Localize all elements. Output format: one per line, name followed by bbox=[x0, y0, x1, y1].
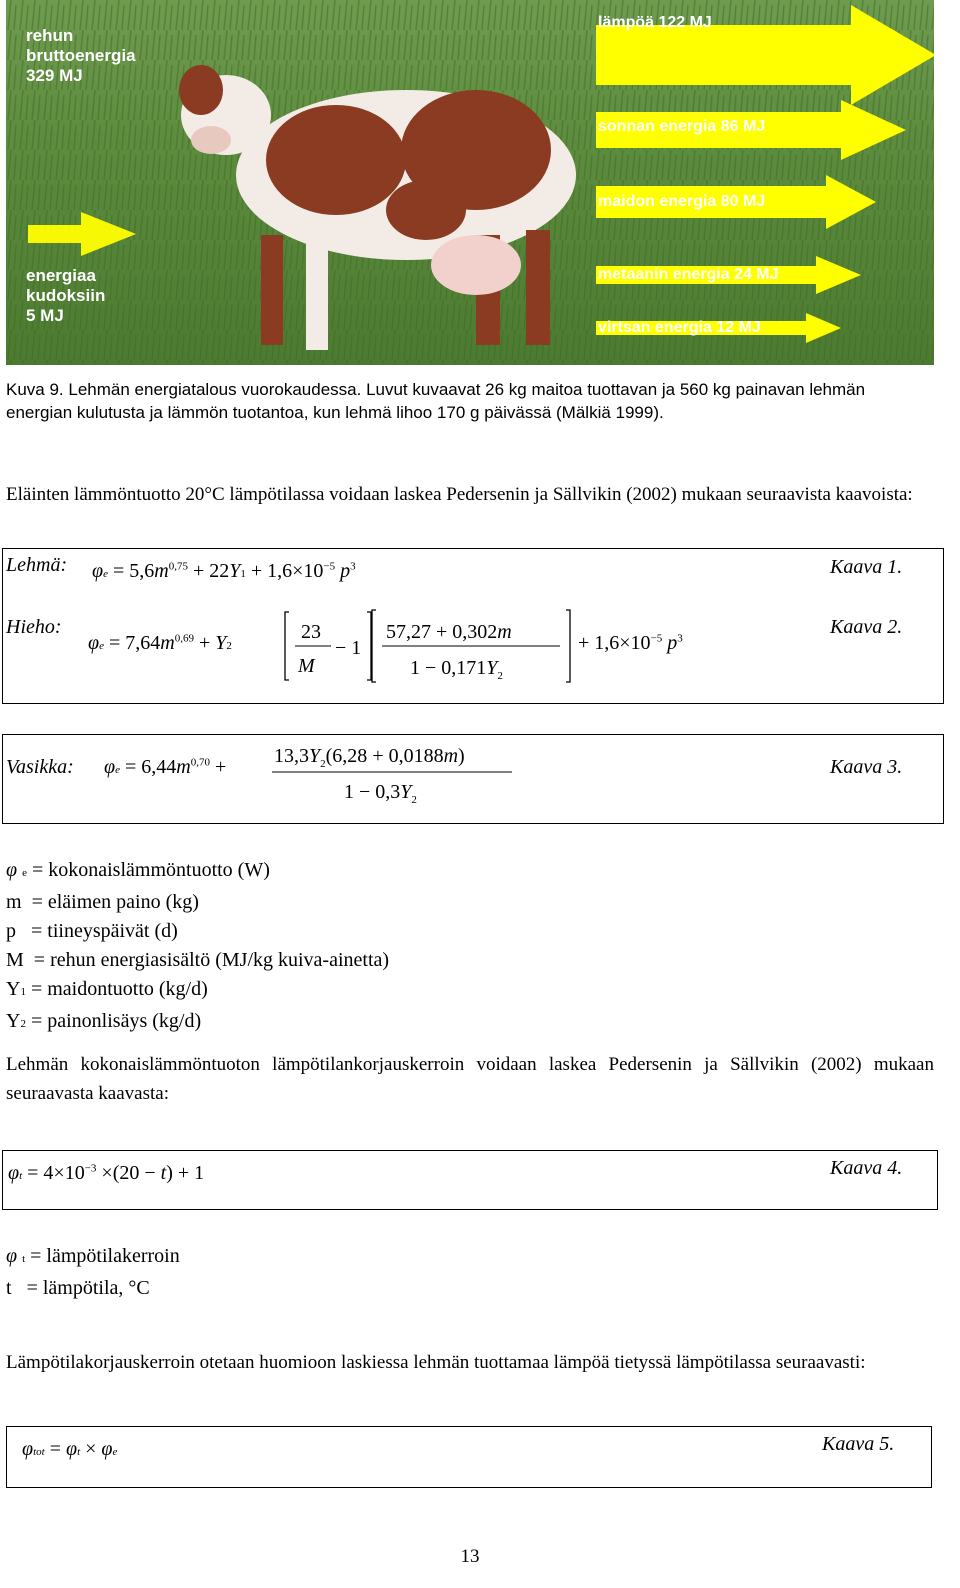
formula-4: $\varphi t = 4\times 10^{-3} \times(20 - t) + 1$ bbox=[8, 1162, 205, 1184]
formula-2-bracket-2 bbox=[370, 608, 575, 684]
formula-2-part2: + $1,6\times 10^{-5}$ $p^3$ bbox=[578, 632, 683, 654]
definition-m: m = eläimen paino (kg) bbox=[6, 891, 199, 913]
intro-paragraph: Eläinten lämmöntuotto 20°C lämpötilassa voidaan laskea Pedersenin ja Sällvikin (2002) mukaan seuraavista kaavoista: bbox=[6, 484, 913, 505]
svg-text:1 − 0,171Y2: $1 - 0,171Y_2$ bbox=[410, 657, 503, 682]
figure-caption: Kuva 9. Lehmän energiatalous vuorokaudessa. Luvut kuvaavat 26 kg maitoa tuottavan ja 560 kg painavan lehmän energian kulutusta ja lämmön tuotantoa, kun lehmä lihoo 170 g päivässä (Mälkiä 1999). bbox=[6, 380, 866, 422]
kaava-2-label: Kaava 2. bbox=[830, 616, 903, 638]
vasikka-label: Vasikka: bbox=[6, 756, 74, 778]
definition-t: t = lämpötila, °C bbox=[6, 1277, 150, 1299]
formula-1: $\varphi e = 5,6m^{0,75} + 22Y1 + 1,6\times 10^{-5}$ $p^3$ bbox=[92, 560, 356, 582]
tissue-energy-label: energiaa kudoksiin 5 MJ bbox=[26, 266, 106, 325]
correction-usage-paragraph: Lämpötilakorjauskerroin otetaan huomioon laskiessa lehmän tuottamaa lämpöä tietyssä lämpötilassa seuraavasti: bbox=[6, 1352, 866, 1373]
feed-energy-label: rehun bruttoenergia 329 MJ bbox=[26, 26, 136, 85]
urine-arrow-label: virtsan energia 12 MJ bbox=[598, 319, 761, 336]
formula-2-part1: $\varphi e = 7,64m^{0,69} + Y2$ bbox=[88, 632, 232, 654]
svg-text:57,27 + 0,302m: 57,27 + 0,302m bbox=[386, 621, 512, 643]
svg-text:M: M bbox=[298, 655, 315, 677]
formula-3-fraction bbox=[268, 736, 518, 808]
temperature-correction-paragraph: Lehmän kokonaislämmöntuoton lämpötilankorjauskerroin voidaan laskea Pedersenin ja Sällvikin (2002) mukaan seuraavasta kaavasta: bbox=[6, 1054, 934, 1104]
svg-text:− 1: − 1 bbox=[335, 637, 362, 659]
definition-phi-t: φ t = lämpötilakerroin bbox=[6, 1245, 180, 1267]
heat-arrow-label: lämpöä 122 MJ bbox=[598, 14, 712, 31]
milk-arrow-label: maidon energia 80 MJ bbox=[598, 193, 766, 210]
cow-energy-figure bbox=[6, 0, 934, 365]
formula-5: φtot = φt × φe bbox=[22, 1438, 118, 1460]
svg-text:13,3Y2(6,28 + 0,0188m): $13,3Y_2(6,28 + 0,0188m)$ bbox=[274, 745, 465, 770]
kaava-5-label: Kaava 5. bbox=[822, 1433, 895, 1455]
definition-p: p = tiineyspäivät (d) bbox=[6, 920, 178, 942]
kaava-1-label: Kaava 1. bbox=[830, 556, 903, 578]
methane-arrow-label: metaanin energia 24 MJ bbox=[598, 266, 779, 283]
kaava-4-label: Kaava 4. bbox=[830, 1157, 903, 1179]
definition-M: M = rehun energiasisältö (MJ/kg kuiva-ainetta) bbox=[6, 949, 390, 971]
definition-phi-e: φ e = kokonaislämmöntuotto (W) bbox=[6, 859, 270, 881]
lehma-label: Lehmä: bbox=[6, 554, 68, 576]
kaava-3-label: Kaava 3. bbox=[830, 756, 903, 778]
grass-background bbox=[6, 0, 934, 365]
hieho-label: Hieho: bbox=[6, 616, 62, 638]
definition-Y1: Y1 = maidontuotto (kg/d) bbox=[6, 978, 208, 1000]
manure-arrow-label: sonnan energia 86 MJ bbox=[598, 118, 766, 135]
definition-list-2 bbox=[6, 1242, 180, 1303]
formula-box-5 bbox=[6, 1426, 932, 1488]
definition-list bbox=[6, 856, 389, 1039]
formula-3-part1: $\varphi e = 6,44m^{0,70}$ + bbox=[104, 756, 227, 778]
formula-2-bracket-1 bbox=[283, 610, 373, 682]
definition-Y2: Y2 = painonlisäys (kg/d) bbox=[6, 1010, 202, 1032]
svg-text:23: 23 bbox=[301, 621, 321, 643]
page-number: 13 bbox=[460, 1546, 480, 1567]
svg-text:1 − 0,3Y2: $1 - 0,3Y_2$ bbox=[344, 781, 417, 806]
